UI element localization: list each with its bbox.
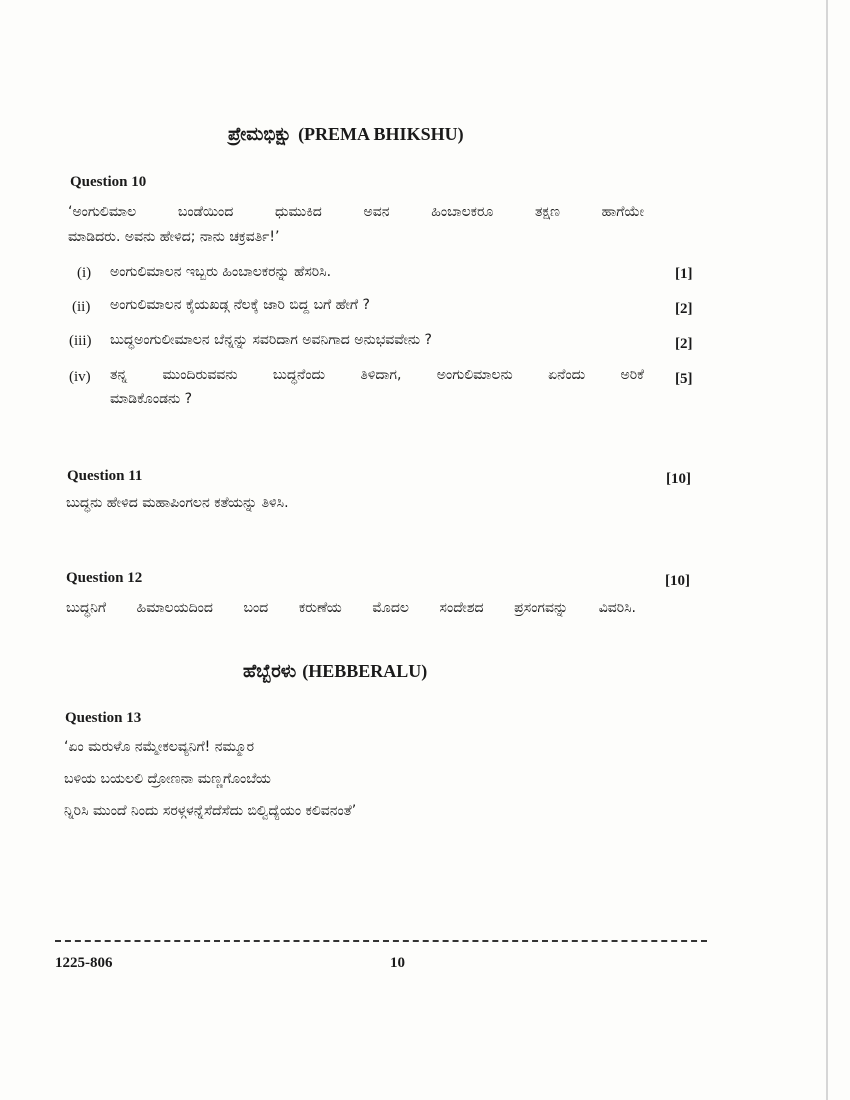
question-10-part-4-text: ತನ್ನ ಮುಂದಿರುವವನು ಬುದ್ಧನೆಂದು ತಿಳಿದಾಗ, ಅಂಗುಲಿಮಾಲನು ಏನೆಂದು ಅರಿಕೆ — [110, 367, 644, 383]
section-title-english: (PREMA BHIKSHU) — [298, 124, 464, 144]
question-10-passage-line-1: ‘ಅಂಗುಲಿಮಾಲ ಬಂಡೆಯಿಂದ ಧುಮುಕಿದ ಅವನ ಹಿಂಬಾಲಕರೂ ತಕ್ಷಣ ಹಾಗೆಯೇ — [68, 204, 644, 220]
paper-code: 1225-806 — [55, 955, 113, 971]
page-edge — [826, 0, 828, 1100]
question-10-part-2-number: (ii) — [72, 299, 91, 315]
section-title-prema-bhikshu — [228, 124, 464, 145]
section-title-kannada: ಹೆಬ್ಬೆರಳು — [243, 661, 297, 682]
question-11-marks: [10] — [666, 471, 691, 487]
question-10-part-3-marks: [2] — [675, 336, 693, 352]
question-10-part-1-marks: [1] — [675, 266, 693, 282]
question-13-poem-line-2: ಬಳಿಯ ಬಯಲಲಿ ದ್ರೋಣನಾ ಮಣ್ಣಗೊಂಬೆಯ — [64, 771, 271, 787]
section-title-hebberalu — [243, 661, 427, 682]
question-10-part-2-text: ಅಂಗುಲಿಮಾಲನ ಕೈಯಖಡ್ಗ ನೆಲಕ್ಕೆ ಜಾರಿ ಬಿದ್ದ ಬಗೆ ಹೇಗೆ ? — [110, 297, 370, 313]
question-11-heading: Question 11 — [67, 468, 143, 484]
question-10-part-3-text: ಬುದ್ಧಅಂಗುಲೀಮಾಲನ ಬೆನ್ನನ್ನು ಸವರಿದಾಗ ಅವನಿಗಾದ ಅನುಭವವೇನು ? — [110, 332, 432, 348]
question-13-heading: Question 13 — [65, 710, 142, 726]
question-10-part-1-number: (i) — [77, 265, 92, 281]
footer-divider — [55, 940, 707, 942]
page-number: 10 — [390, 955, 405, 971]
question-10-part-4-marks: [5] — [675, 371, 693, 387]
question-10-part-2-marks: [2] — [675, 301, 693, 317]
question-10-passage-line-2: ಮಾಡಿದರು. ಅವನು ಹೇಳಿದ; ನಾನು ಚಕ್ರವರ್ತಿ!’ — [68, 229, 280, 245]
question-11-text: ಬುದ್ಧನು ಹೇಳಿದ ಮಹಾಪಿಂಗಲನ ಕತೆಯನ್ನು ತಿಳಿಸಿ. — [66, 495, 289, 511]
question-10-heading: Question 10 — [70, 174, 147, 190]
question-10-part-1-text: ಅಂಗುಲಿಮಾಲನ ಇಬ್ಬರು ಹಿಂಬಾಲಕರನ್ನು ಹೆಸರಿಸಿ. — [110, 264, 332, 280]
question-13-poem-line-3: ನ್ನಿರಿಸಿ ಮುಂದೆ ನಿಂದು ಸರಳ್ಗಳನ್ನೆಸೆದೆಸೆದು ಬಿಲ್ವಿದ್ಯೆಯಂ ಕಲಿವನಂತೆ’ — [64, 803, 357, 819]
question-13-poem-line-1: ‘ಏಂ ಮರುಳೊ ನಮ್ಮೇಕಲವ್ಯನಿಗೆ! ನಮ್ಮೂರ — [64, 739, 255, 755]
question-12-heading: Question 12 — [66, 570, 143, 586]
question-10-part-4-number: (iv) — [69, 369, 91, 385]
section-title-english: (HEBBERALU) — [302, 661, 428, 681]
question-10-part-3-number: (iii) — [69, 333, 92, 349]
section-title-kannada: ಪ್ರೇಮಭಿಕ್ಷು — [228, 124, 293, 145]
question-12-text: ಬುದ್ಧನಿಗೆ ಹಿಮಾಲಯದಿಂದ ಬಂದ ಕರುಣೆಯ ಮೊದಲ ಸಂದೇಶದ ಪ್ರಸಂಗವನ್ನು ವಿವರಿಸಿ. — [66, 600, 636, 616]
question-10-part-4-text-continued: ಮಾಡಿಕೊಂಡನು ? — [110, 391, 193, 407]
question-12-marks: [10] — [665, 573, 690, 589]
